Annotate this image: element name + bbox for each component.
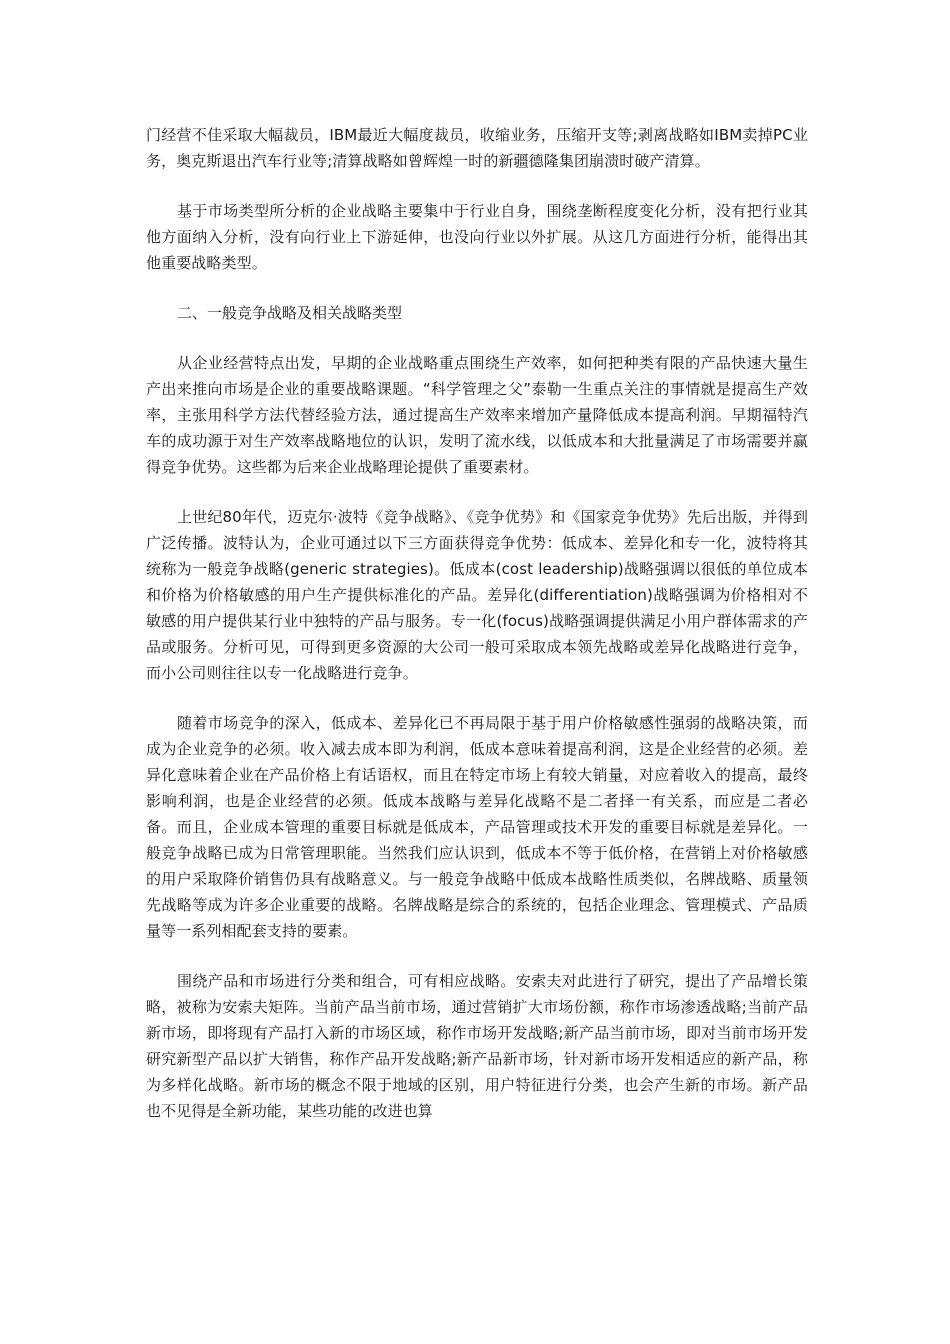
paragraph-market-type-analysis: 基于市场类型所分析的企业战略主要集中于行业自身，围绕垄断程度变化分析，没有把行业其他方面纳入分析，没有向行业上下游延伸，也没向行业以外扩展。从这几方面进行分析，能得出其他重要战略类型。: [146, 202, 808, 272]
paragraph-ansoff-matrix: 围绕产品和市场进行分类和组合，可有相应战略。安索夫对此进行了研究，提出了产品增长策略，被称为安索夫矩阵。当前产品当前市场，通过营销扩大市场份额，称作市场渗透战略;当前产品新市场，即将现有产品打入新的市场区域，称作市场开发战略;新产品当前市场，即对当前市场开发研究新型产品以扩大销售，称作产品开发战略;新产品新市场，针对新市场开发相适应的新产品，称为多样化战略。新市场的概念不限于地域的区别，用户特征进行分类，也会产生新的市场。新产品也不见得是全新功能，某些功能的改进也算: [146, 972, 808, 1120]
paragraph-retrenchment-strategies: 门经营不佳采取大幅裁员，IBM最近大幅度裁员，收缩业务，压缩开支等;剥离战略如IBM卖掉PC业务，奥克斯退出汽车行业等;清算战略如曾辉煌一时的新疆德隆集团崩溃时破产清算。: [146, 126, 808, 170]
paragraph-porter-generic-strategies: 上世纪80年代，迈克尔·波特《竞争战略》、《竞争优势》和《国家竞争优势》先后出版，并得到广泛传播。波特认为，企业可通过以下三方面获得竞争优势：低成本、差异化和专一化，波特将其统称为一般竞争战略(generic strategies)。低成本(cost leadership)战略强调以很低的单位成本和价格为价格敏感的用户生产提供标准化的产品。差异化(differentiation)战略强调为价格相对不敏感的用户提供某行业中独特的产品与服务。专一化(focus)战略强调提供满足小用户群体需求的产品或服务。分析可见，可得到更多资源的大公司一般可采取成本领先战略或差异化战略进行竞争，而小公司则往往以专一化战略进行竞争。: [146, 508, 808, 682]
paragraph-production-efficiency: 从企业经营特点出发，早期的企业战略重点围绕生产效率，如何把种类有限的产品快速大量生产出来推向市场是企业的重要战略课题。“科学管理之父”泰勒一生重点关注的事情就是提高生产效率，主张用科学方法代替经验方法，通过提高生产效率来增加产量降低成本提高利润。早期福特汽车的成功源于对生产效率战略地位的认识，发明了流水线，以低成本和大批量满足了市场需要并赢得竞争优势。这些都为后来企业战略理论提供了重要素材。: [146, 354, 808, 476]
section-heading-generic-competitive-strategy: 二、一般竞争战略及相关战略类型: [177, 304, 403, 322]
paragraph-cost-differentiation: 随着市场竞争的深入，低成本、差异化已不再局限于基于用户价格敏感性强弱的战略决策，而成为企业竞争的必须。收入减去成本即为利润，低成本意味着提高利润，这是企业经营的必须。差异化意味着企业在产品价格上有话语权，而且在特定市场上有较大销量，对应着收入的提高，最终影响利润，也是企业经营的必须。低成本战略与差异化战略不是二者择一有关系，而应是二者必备。而且，企业成本管理的重要目标就是低成本，产品管理或技术开发的重要目标就是差异化。一般竞争战略已成为日常管理职能。当然我们应认识到，低成本不等于低价格，在营销上对价格敏感的用户采取降价销售仍具有战略意义。与一般竞争战略中低成本战略性质类似，名牌战略、质量领先战略等成为许多企业重要的战略。名牌战略是综合的系统的，包括企业理念、管理模式、产品质量等一系列相配套支持的要素。: [146, 714, 808, 940]
document-page: [146, 122, 808, 1148]
